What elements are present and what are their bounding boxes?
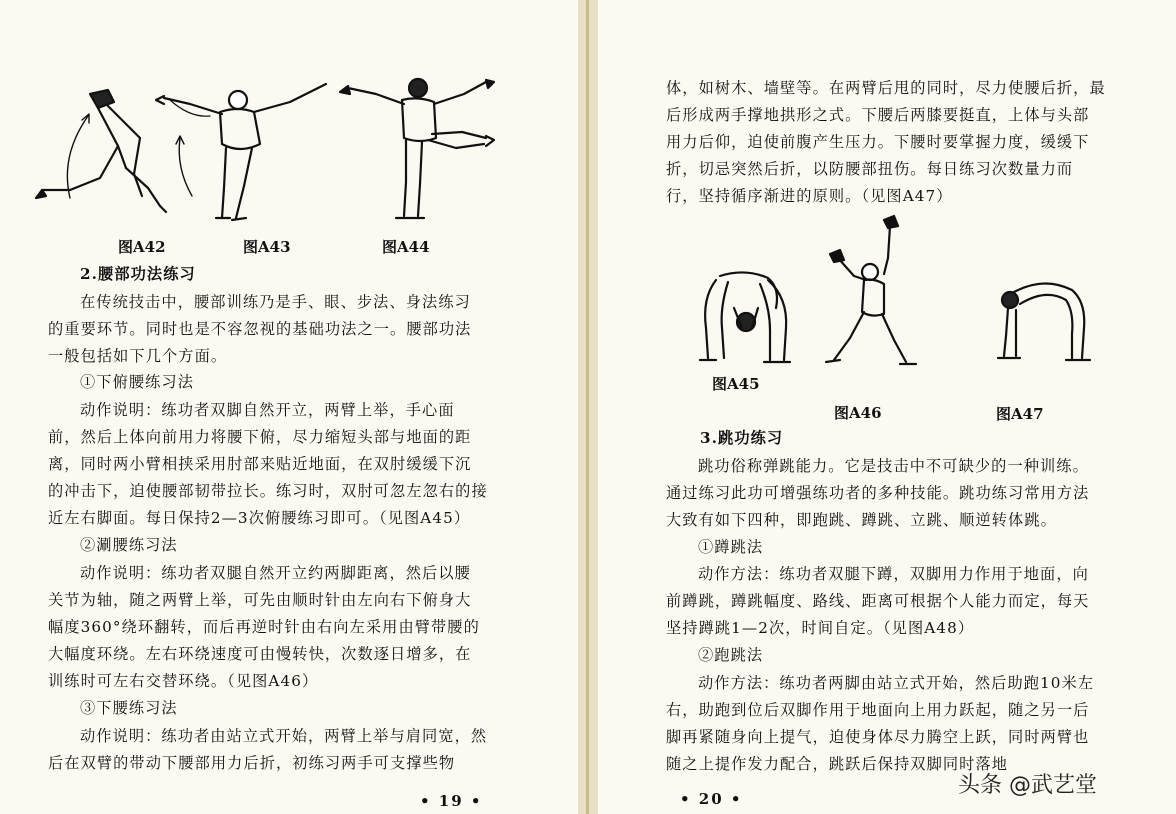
subheading: ②涮腰练习法 — [80, 536, 178, 554]
watermark-label: 头条 @武艺堂 — [958, 773, 1097, 798]
caption-a42: 图A42 — [118, 238, 166, 256]
text-line: 跳功俗称弹跳能力。它是技击中不可缺少的一种训练。 — [698, 457, 1089, 475]
caption-a44: 图A44 — [382, 238, 430, 256]
right-page — [598, 0, 1176, 814]
text-line: 离，同时两小臂相挟采用肘部来贴近地面，在双肘缓缓下沉 — [48, 455, 472, 473]
figure-a44 — [336, 74, 506, 224]
section-heading-jump: 3.跳功练习 — [700, 429, 784, 447]
text-line: 训练时可左右交替环绕。（见图A46） — [48, 672, 319, 690]
text-line: 一般包括如下几个方面。 — [48, 347, 228, 365]
text-line: 动作说明：练功者双腿自然开立约两脚距离，然后以腰 — [80, 564, 471, 582]
text-line: 幅度360°绕环翻转，而后再逆时针由右向左采用由臂带腰的 — [48, 618, 480, 636]
caption-a45: 图A45 — [712, 375, 760, 393]
text-line: 动作方法：练功者双腿下蹲，双脚用力作用于地面，向 — [698, 565, 1089, 583]
text-line: 动作说明：练功者双脚自然开立，两臂上举，手心面 — [80, 401, 455, 419]
subheading: ①蹲跳法 — [698, 538, 764, 556]
subheading: ③下腰练习法 — [80, 699, 178, 717]
text-line: 动作说明：练功者由站立式开始，两臂上举与肩同宽，然 — [80, 727, 488, 745]
figure-a47 — [994, 278, 1094, 368]
text-line: 坚持蹲跳1—2次，时间自定。（见图A48） — [666, 619, 975, 637]
text-line: 近左右脚面。每日保持2—3次俯腰练习即可。（见图A45） — [48, 509, 471, 527]
figure-a45 — [690, 268, 800, 368]
text-line: 脚再紧随身向上提气，迫使身体尽力腾空上跃，同时两臂也 — [666, 728, 1090, 746]
text-line: 后在双臂的带动下腰部用力后折，初练习两手可支撑些物 — [48, 754, 456, 772]
page-number-left: • 19 • — [420, 792, 483, 810]
text-line: 行，坚持循序渐进的原则。（见图A47） — [666, 187, 953, 205]
left-page — [0, 0, 578, 814]
section-heading-waist: 2.腰部功法练习 — [80, 265, 196, 283]
subheading: ①下俯腰练习法 — [80, 373, 195, 391]
figure-a46 — [822, 214, 922, 370]
text-line: 体，如树木、墙壁等。在两臂后甩的同时，尽力使腰后折，最 — [666, 79, 1106, 97]
text-line: 大幅度环绕。左右环绕速度可由慢转快，次数逐日增多，在 — [48, 645, 472, 663]
text-line: 前蹲跳，蹲跳幅度、路线、距离可根据个人能力而定，每天 — [666, 592, 1090, 610]
text-line: 动作方法：练功者两脚由站立式开始，然后助跑10米左 — [698, 674, 1095, 692]
page-number-right: • 20 • — [680, 790, 743, 808]
text-line: 在传统技击中，腰部训练乃是手、眼、步法、身法练习 — [80, 293, 471, 311]
text-line: 右，助跑到位后双脚作用于地面向上用力跃起，随之另一后 — [666, 701, 1090, 719]
text-line: 的重要环节。同时也是不容忽视的基础功法之一。腰部功法 — [48, 320, 472, 338]
text-line: 的冲击下，迫使腰部韧带拉长。练习时，双肘可忽左忽右的接 — [48, 482, 488, 500]
subheading: ②跑跳法 — [698, 646, 764, 664]
text-line: 用力后仰，迫使前腹产生压力。下腰时要掌握力度，缓缓下 — [666, 133, 1090, 151]
text-line: 通过练习此功可增强练功者的多种技能。跳功练习常用方法 — [666, 484, 1090, 502]
text-line: 前，然后上体向前用力将腰下俯，尽力缩短头部与地面的距 — [48, 428, 472, 446]
text-line: 随之上提作发力配合，跳跃后保持双脚同时落地 — [666, 755, 1009, 773]
caption-a46: 图A46 — [834, 404, 882, 422]
text-line: 折，切忌突然后折，以防腰部扭伤。每日练习次数量力而 — [666, 160, 1074, 178]
text-line: 关节为轴，随之两臂上举，可先由顺时针由左向右下俯身大 — [48, 591, 472, 609]
text-line: 大致有如下四种，即跑跳、蹲跳、立跳、顺逆转体跳。 — [666, 511, 1057, 529]
figure-a43 — [150, 78, 330, 228]
text-line: 后形成两手撑地拱形之式。下腰后两膝要挺直，上体与头部 — [666, 106, 1090, 124]
caption-a43: 图A43 — [243, 238, 291, 256]
caption-a47: 图A47 — [996, 405, 1044, 423]
book-gutter — [578, 0, 598, 814]
